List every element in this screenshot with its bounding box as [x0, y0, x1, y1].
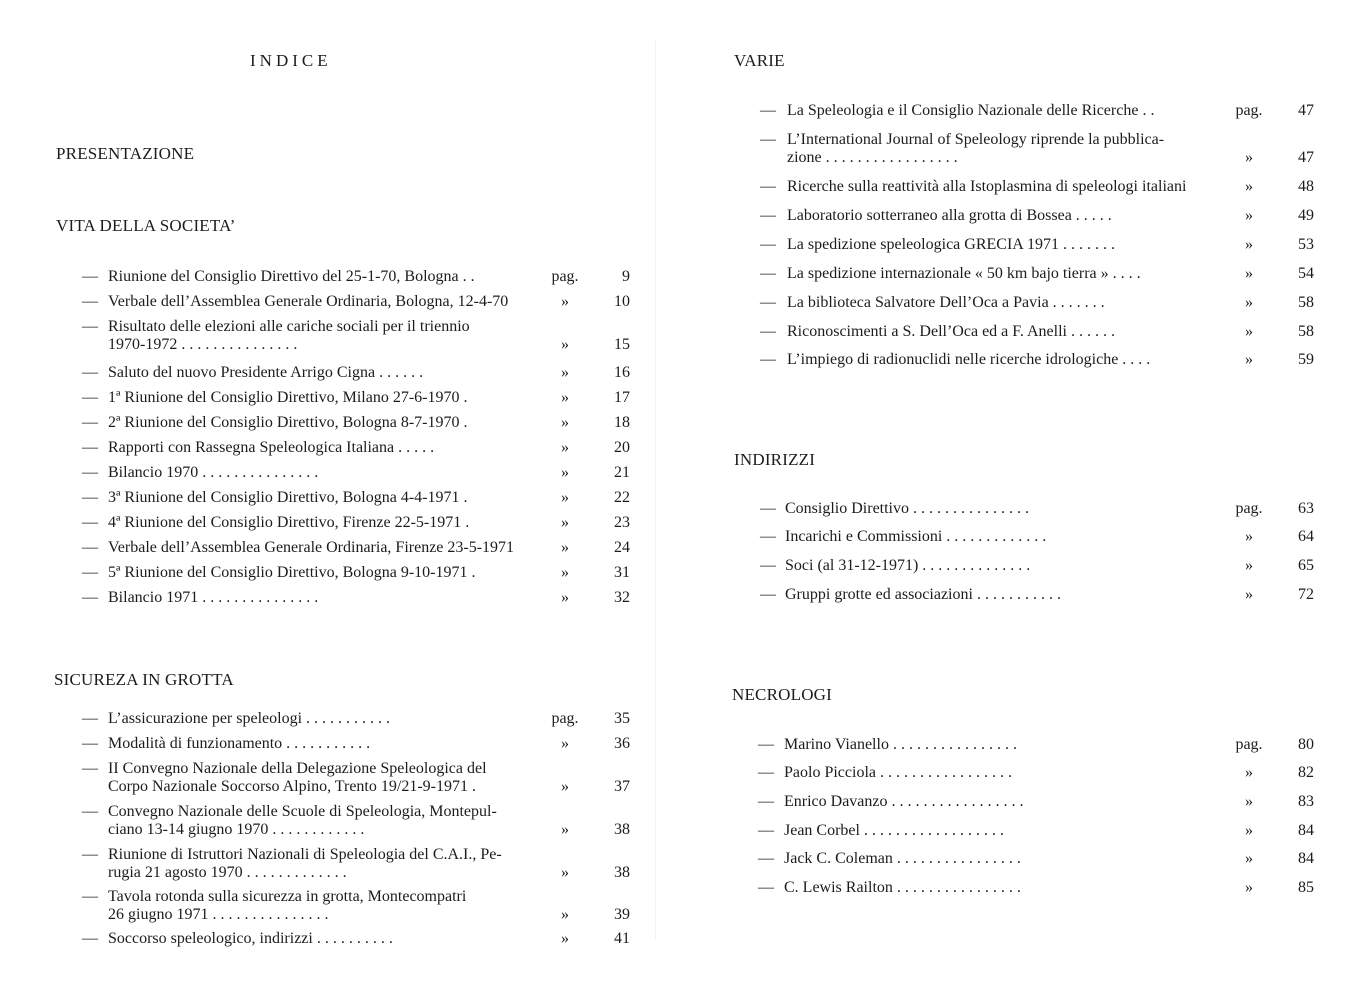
entry-dash: —	[82, 589, 98, 606]
toc-entry[interactable]	[680, 528, 1340, 546]
entry-title-line: Paolo Picciola . . . . . . . . . . . . . . . . .	[784, 764, 1012, 781]
entry-dash: —	[758, 736, 774, 753]
toc-entry[interactable]	[0, 318, 660, 354]
section-heading-varie: VARIE	[734, 51, 785, 70]
entry-page-prefix: »	[561, 821, 569, 838]
entry-dash: —	[758, 764, 774, 781]
entry-page-prefix: »	[1245, 236, 1253, 253]
toc-entry[interactable]	[680, 736, 1340, 754]
entry-dash: —	[82, 760, 98, 777]
toc-entry[interactable]	[0, 389, 660, 407]
entry-page-number: 10	[614, 293, 630, 310]
entry-title-line: Risultato delle elezioni alle cariche sociali per il triennio	[108, 318, 470, 335]
toc-entry[interactable]	[0, 414, 660, 432]
entry-page-prefix: »	[561, 293, 569, 310]
entry-dash: —	[82, 564, 98, 581]
toc-entry[interactable]	[0, 735, 660, 753]
entry-title-line: Riunione del Consiglio Direttivo del 25-1-70, Bologna . .	[108, 268, 475, 285]
toc-entry[interactable]	[680, 323, 1340, 341]
toc-entry[interactable]	[0, 888, 660, 924]
entry-title-line: 1970-1972 . . . . . . . . . . . . . . .	[108, 336, 298, 353]
toc-entry[interactable]	[680, 294, 1340, 312]
entry-page-number: 47	[1298, 102, 1314, 119]
entry-page-prefix: »	[1245, 265, 1253, 282]
toc-entry[interactable]	[0, 464, 660, 482]
entry-page-number: 15	[614, 336, 630, 353]
section-heading-vita-societa: VITA DELLA SOCIETA’	[56, 216, 236, 235]
entry-page-prefix: »	[561, 514, 569, 531]
entry-dash: —	[82, 710, 98, 727]
entry-dash: —	[82, 268, 98, 285]
entry-dash: —	[760, 500, 776, 517]
entry-page-number: 23	[614, 514, 630, 531]
entry-dash: —	[82, 389, 98, 406]
toc-entry[interactable]	[680, 764, 1340, 782]
entry-dash: —	[760, 131, 776, 148]
entry-dash: —	[760, 178, 776, 195]
entry-page-prefix: »	[1245, 178, 1253, 195]
entry-page-number: 17	[614, 389, 630, 406]
entry-title-line: La spedizione speleologica GRECIA 1971 . . . . . . .	[787, 236, 1115, 253]
entry-title-line: zione . . . . . . . . . . . . . . . . .	[787, 149, 958, 166]
entry-dash: —	[82, 735, 98, 752]
entry-title-line: Gruppi grotte ed associazioni . . . . . . . . . . .	[785, 586, 1061, 603]
entry-title-line: Rapporti con Rassegna Speleologica Italiana . . . . .	[108, 439, 435, 456]
entry-dash: —	[760, 586, 776, 603]
toc-entry[interactable]	[0, 589, 660, 607]
section-heading-sicurezza: SICUREZA IN GROTTA	[54, 670, 234, 689]
section-heading-necrologi: NECROLOGI	[732, 685, 833, 704]
entry-title-line: Jack C. Coleman . . . . . . . . . . . . . . . .	[784, 850, 1021, 867]
entry-dash: —	[82, 318, 98, 335]
toc-entry[interactable]	[0, 268, 660, 286]
left-page	[0, 0, 680, 993]
entry-page-prefix: »	[1245, 586, 1253, 603]
entry-page-prefix: »	[1245, 528, 1253, 545]
toc-entry[interactable]	[0, 846, 660, 882]
entry-title-line: 1ª Riunione del Consiglio Direttivo, Milano 27-6-1970 .	[108, 389, 468, 406]
entry-dash: —	[82, 930, 98, 947]
entry-page-prefix: »	[1245, 294, 1253, 311]
entry-dash: —	[758, 793, 774, 810]
entry-page-number: 59	[1298, 351, 1314, 368]
entry-dash: —	[760, 294, 776, 311]
entry-page-number: 72	[1298, 586, 1314, 603]
entry-page-prefix: »	[561, 778, 569, 795]
entry-page-number: 65	[1298, 557, 1314, 574]
entry-dash: —	[82, 514, 98, 531]
toc-entry[interactable]	[680, 793, 1340, 811]
entry-page-prefix: »	[561, 564, 569, 581]
entry-title-line: ciano 13-14 giugno 1970 . . . . . . . . . . . .	[108, 821, 365, 838]
entry-title-line: Incarichi e Commissioni . . . . . . . . . . . . .	[785, 528, 1047, 545]
entry-page-prefix: »	[561, 864, 569, 881]
entry-page-prefix: pag.	[1235, 736, 1263, 753]
toc-entry[interactable]	[0, 539, 660, 557]
entry-page-number: 84	[1298, 850, 1314, 867]
entry-page-number: 53	[1298, 236, 1314, 253]
entry-page-number: 38	[614, 821, 630, 838]
entry-title-line: L’International Journal of Speleology riprende la pubblica-	[787, 131, 1165, 148]
entry-title-line: La biblioteca Salvatore Dell’Oca a Pavia . . . . . . .	[787, 294, 1105, 311]
entry-dash: —	[82, 364, 98, 381]
entry-dash: —	[758, 879, 774, 896]
entry-dash: —	[760, 236, 776, 253]
entry-page-number: 54	[1298, 265, 1314, 282]
entry-page-prefix: »	[1245, 351, 1253, 368]
entry-page-prefix: pag.	[551, 710, 579, 727]
entry-title-line: 4ª Riunione del Consiglio Direttivo, Firenze 22-5-1971 .	[108, 514, 470, 531]
entry-page-number: 35	[614, 710, 630, 727]
entry-page-prefix: »	[1245, 793, 1253, 810]
entry-dash: —	[82, 293, 98, 310]
entry-page-prefix: »	[1245, 879, 1253, 896]
entry-dash: —	[760, 207, 776, 224]
entry-page-number: 21	[614, 464, 630, 481]
entry-page-prefix: »	[1245, 323, 1253, 340]
entry-page-prefix: »	[1245, 850, 1253, 867]
entry-page-prefix: »	[561, 906, 569, 923]
index-title: INDICE	[250, 51, 332, 70]
entry-page-number: 39	[614, 906, 630, 923]
toc-entry[interactable]	[0, 564, 660, 582]
entry-dash: —	[82, 846, 98, 863]
entry-title-line: Riunione di Istruttori Nazionali di Speleologia del C.A.I., Pe-	[108, 846, 502, 863]
entry-page-number: 83	[1298, 793, 1314, 810]
entry-page-prefix: »	[1245, 149, 1253, 166]
toc-entry[interactable]	[0, 439, 660, 457]
entry-title-line: Saluto del nuovo Presidente Arrigo Cigna . . . . . .	[108, 364, 424, 381]
entry-page-number: 37	[614, 778, 630, 795]
entry-dash: —	[82, 888, 98, 905]
entry-page-prefix: pag.	[1235, 500, 1263, 517]
entry-dash: —	[760, 351, 776, 368]
entry-dash: —	[82, 539, 98, 556]
entry-page-prefix: »	[561, 414, 569, 431]
entry-dash: —	[760, 265, 776, 282]
entry-page-prefix: »	[561, 464, 569, 481]
toc-entry[interactable]	[0, 293, 660, 311]
entry-page-prefix: pag.	[1235, 102, 1263, 119]
entry-page-number: 82	[1298, 764, 1314, 781]
entry-page-prefix: »	[561, 389, 569, 406]
entry-title-line: C. Lewis Railton . . . . . . . . . . . . . . . .	[784, 879, 1021, 896]
entry-title-line: Bilancio 1970 . . . . . . . . . . . . . . .	[108, 464, 319, 481]
entry-page-number: 80	[1298, 736, 1314, 753]
entry-page-number: 85	[1298, 879, 1314, 896]
entry-title-line: Corpo Nazionale Soccorso Alpino, Trento 19/21-9-1971 .	[108, 778, 476, 795]
toc-entry[interactable]	[680, 102, 1340, 120]
entry-dash: —	[760, 323, 776, 340]
entry-dash: —	[82, 464, 98, 481]
entry-title-line: 3ª Riunione del Consiglio Direttivo, Bologna 4-4-1971 .	[108, 489, 468, 506]
toc-entry[interactable]	[680, 351, 1340, 369]
entry-title-line: L’assicurazione per speleologi . . . . . . . . . . .	[108, 710, 391, 727]
toc-entry[interactable]	[680, 850, 1340, 868]
toc-entry[interactable]	[680, 557, 1340, 575]
entry-page-prefix: pag.	[551, 268, 579, 285]
toc-entry[interactable]	[0, 489, 660, 507]
entry-page-prefix: »	[561, 439, 569, 456]
entry-page-number: 47	[1298, 149, 1314, 166]
right-page	[680, 0, 1371, 993]
entry-title-line: Marino Vianello . . . . . . . . . . . . . . . .	[784, 736, 1017, 753]
entry-title-line: Enrico Davanzo . . . . . . . . . . . . . . . . .	[784, 793, 1024, 810]
entry-title-line: Jean Corbel . . . . . . . . . . . . . . . . . .	[784, 822, 1004, 839]
entry-page-prefix: »	[561, 336, 569, 353]
entry-page-prefix: »	[1245, 207, 1253, 224]
toc-entry[interactable]	[0, 803, 660, 839]
entry-title-line: Verbale dell’Assemblea Generale Ordinaria, Firenze 23-5-1971	[108, 539, 515, 556]
entry-title-line: Ricerche sulla reattività alla Istoplasmina di speleologi italiani	[787, 178, 1187, 195]
section-heading-presentazione[interactable]: PRESENTAZIONE	[56, 144, 195, 163]
entry-title-line: Riconoscimenti a S. Dell’Oca ed a F. Anelli . . . . . .	[787, 323, 1115, 340]
entry-page-prefix: »	[1245, 822, 1253, 839]
entry-page-number: 84	[1298, 822, 1314, 839]
entry-page-number: 41	[614, 930, 630, 947]
entry-page-number: 9	[622, 268, 630, 285]
entry-dash: —	[82, 414, 98, 431]
entry-page-number: 32	[614, 589, 630, 606]
toc-entry[interactable]	[680, 131, 1340, 167]
entry-page-number: 18	[614, 414, 630, 431]
toc-entry[interactable]	[680, 586, 1340, 604]
entry-title-line: Consiglio Direttivo . . . . . . . . . . . . . . .	[785, 500, 1029, 517]
toc-entry[interactable]	[0, 710, 660, 728]
entry-page-prefix: »	[561, 364, 569, 381]
entry-dash: —	[82, 803, 98, 820]
entry-page-number: 58	[1298, 294, 1314, 311]
toc-entry[interactable]	[680, 207, 1340, 225]
toc-entry[interactable]	[680, 500, 1340, 518]
entry-title-line: Bilancio 1971 . . . . . . . . . . . . . . .	[108, 589, 319, 606]
entry-dash: —	[760, 102, 776, 119]
toc-entry[interactable]	[680, 178, 1340, 196]
entry-page-prefix: »	[1245, 764, 1253, 781]
entry-page-prefix: »	[561, 539, 569, 556]
entry-page-prefix: »	[561, 735, 569, 752]
entry-page-number: 58	[1298, 323, 1314, 340]
toc-entry[interactable]	[0, 514, 660, 532]
entry-title-line: Convegno Nazionale delle Scuole di Speleologia, Montepul-	[108, 803, 497, 820]
entry-page-number: 64	[1298, 528, 1314, 545]
entry-dash: —	[760, 528, 776, 545]
entry-dash: —	[758, 850, 774, 867]
entry-page-number: 31	[614, 564, 630, 581]
entry-dash: —	[82, 439, 98, 456]
entry-page-number: 22	[614, 489, 630, 506]
entry-title-line: 5ª Riunione del Consiglio Direttivo, Bologna 9-10-1971 .	[108, 564, 476, 581]
entry-page-number: 16	[614, 364, 630, 381]
entry-page-number: 48	[1298, 178, 1314, 195]
toc-entry[interactable]	[0, 930, 660, 948]
entry-title-line: La Speleologia e il Consiglio Nazionale delle Ricerche . .	[787, 102, 1155, 119]
entry-page-number: 38	[614, 864, 630, 881]
entry-title-line: II Convegno Nazionale della Delegazione Speleologica del	[108, 760, 487, 777]
toc-entry[interactable]	[680, 822, 1340, 840]
entry-page-prefix: »	[1245, 557, 1253, 574]
toc-entry[interactable]	[0, 364, 660, 382]
entry-title-line: Tavola rotonda sulla sicurezza in grotta, Montecompatri	[108, 888, 467, 905]
entry-page-prefix: »	[561, 489, 569, 506]
entry-title-line: La spedizione internazionale « 50 km bajo tierra » . . . .	[787, 265, 1141, 282]
toc-entry[interactable]	[0, 760, 660, 796]
entry-title-line: 26 giugno 1971 . . . . . . . . . . . . . . .	[108, 906, 329, 923]
entry-page-number: 36	[614, 735, 630, 752]
entry-title-line: Soci (al 31-12-1971) . . . . . . . . . . . . . .	[785, 557, 1031, 574]
entry-page-number: 24	[614, 539, 630, 556]
toc-entry[interactable]	[680, 879, 1340, 897]
toc-entry[interactable]	[680, 236, 1340, 254]
entry-dash: —	[760, 557, 776, 574]
entry-title-line: Verbale dell’Assemblea Generale Ordinaria, Bologna, 12-4-70	[108, 293, 509, 310]
toc-entry[interactable]	[680, 265, 1340, 283]
entry-title-line: 2ª Riunione del Consiglio Direttivo, Bologna 8-7-1970 .	[108, 414, 468, 431]
entry-page-prefix: »	[561, 930, 569, 947]
entry-title-line: Laboratorio sotterraneo alla grotta di Bossea . . . . .	[787, 207, 1112, 224]
entry-dash: —	[758, 822, 774, 839]
entry-title-line: Modalità di funzionamento . . . . . . . . . . .	[108, 735, 371, 752]
entry-page-number: 63	[1298, 500, 1314, 517]
section-heading-indirizzi: INDIRIZZI	[734, 450, 816, 469]
entry-page-number: 20	[614, 439, 630, 456]
entry-page-number: 49	[1298, 207, 1314, 224]
entry-title-line: L’impiego di radionuclidi nelle ricerche idrologiche . . . .	[787, 351, 1151, 368]
entry-dash: —	[82, 489, 98, 506]
entry-page-prefix: »	[561, 589, 569, 606]
entry-title-line: rugia 21 agosto 1970 . . . . . . . . . . . . .	[108, 864, 347, 881]
entry-title-line: Soccorso speleologico, indirizzi . . . . . . . . . .	[108, 930, 393, 947]
